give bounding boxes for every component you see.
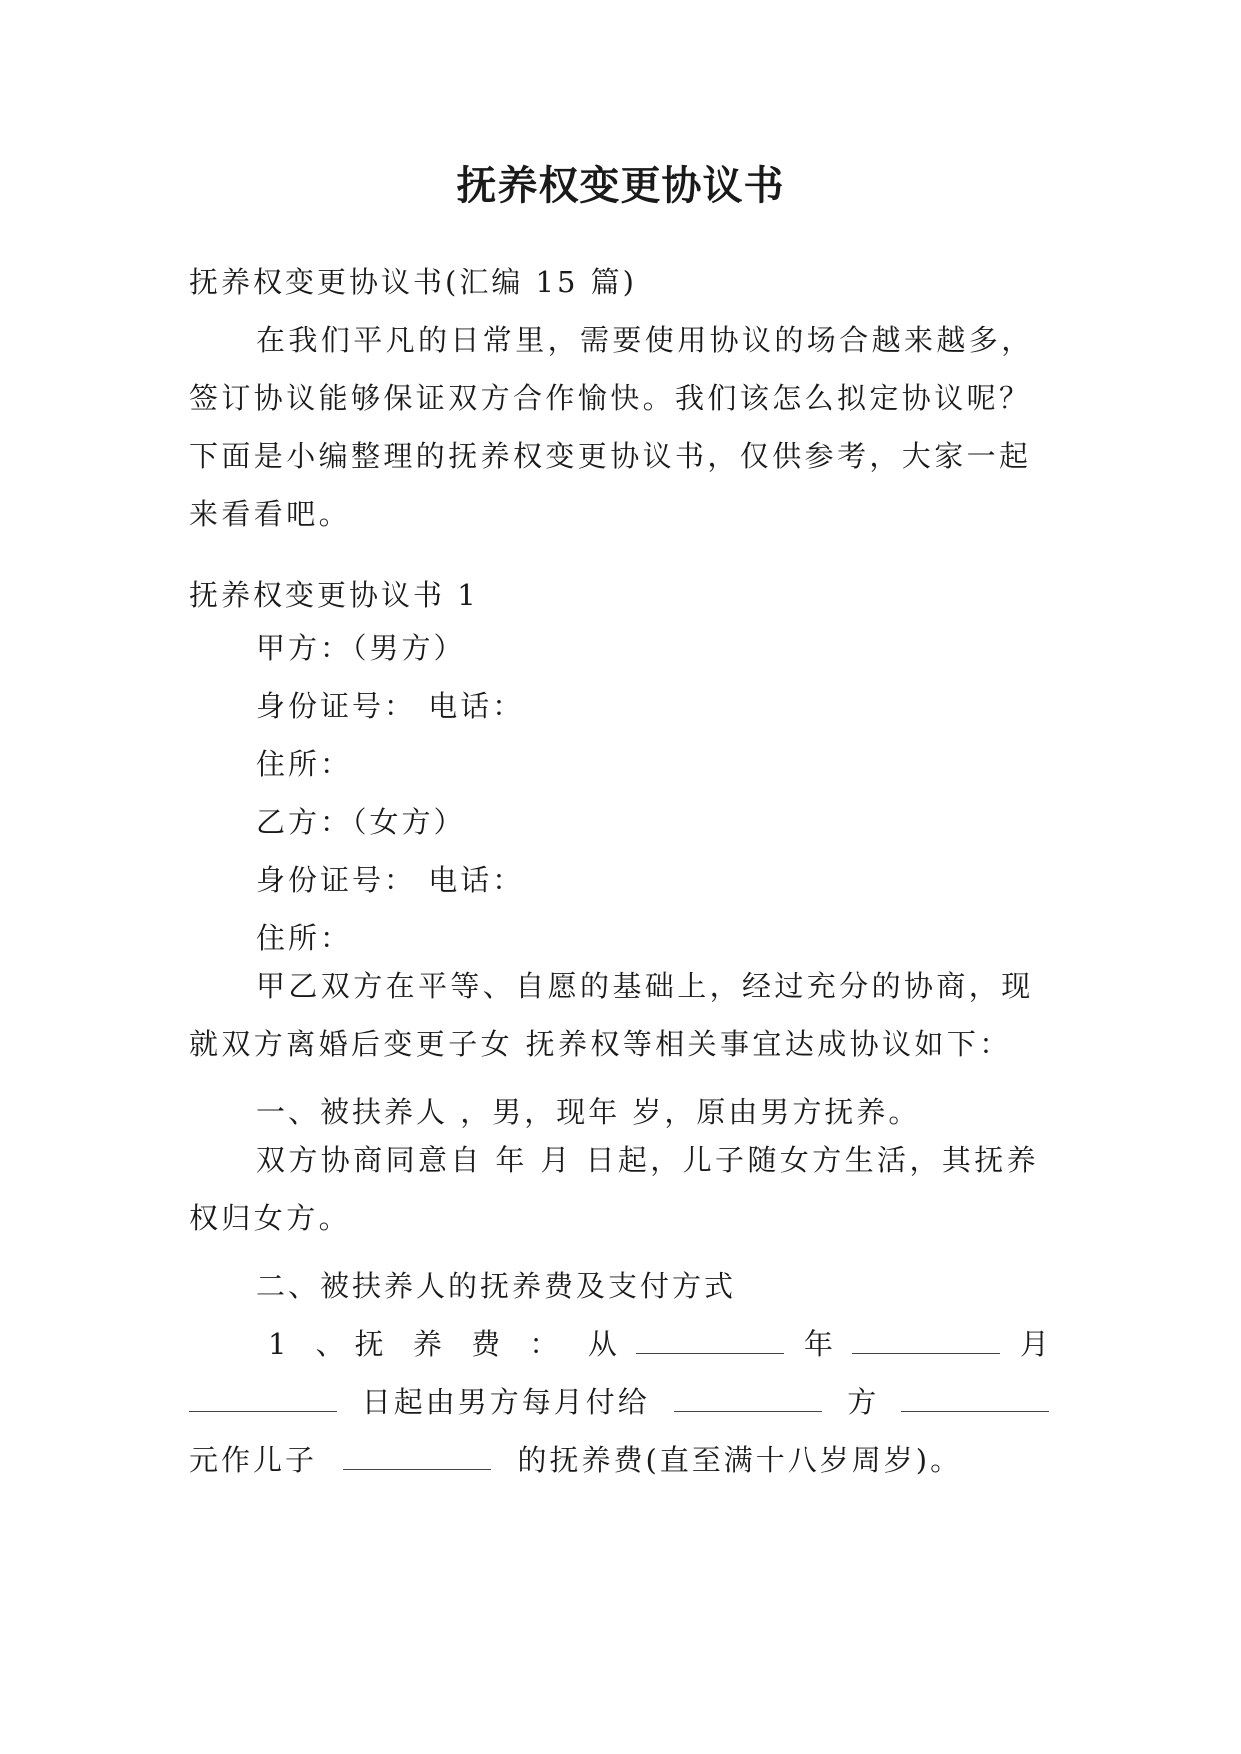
party-b-label: 乙方：（女方） <box>256 805 466 839</box>
party-a-id-phone: 身份证号： 电话： <box>256 689 525 723</box>
fee-month: 月 <box>1019 1327 1049 1361</box>
fee-year: 年 <box>803 1327 833 1361</box>
fee-tail-text: 的抚养费(直至满十八岁周岁)。 <box>517 1443 963 1477</box>
fee-line-2 <box>189 1382 1049 1422</box>
clause-1-detail: 双方协商同意自 年 月 日起，儿子随女方生活，其抚养权归女方。 <box>189 1143 1040 1235</box>
fee-from: 从 <box>587 1327 617 1361</box>
child-name-blank <box>343 1441 491 1470</box>
fee-day-text: 日起由男方每月付给 <box>361 1385 650 1419</box>
clause-1: 一、被扶养人 ，男，现年 岁，原由男方抚养。 <box>256 1095 921 1129</box>
fee-party-text: 方 <box>847 1385 877 1419</box>
section-heading: 抚养权变更协议书 1 <box>189 578 479 612</box>
fee-line-3 <box>189 1440 962 1480</box>
amount-blank <box>901 1383 1049 1412</box>
payee-blank <box>674 1383 822 1412</box>
document-subtitle: 抚养权变更协议书(汇编 15 篇) <box>189 265 637 299</box>
day-blank <box>189 1383 337 1412</box>
intro-paragraph: 在我们平凡的日常里，需要使用协议的场合越来越多，签订协议能够保证双方合作愉快。我们该怎么拟定协议呢？下面是小编整理的抚养权变更协议书，仅供参考，大家一起来看看吧。 <box>189 323 1034 531</box>
party-b-id-phone: 身份证号： 电话： <box>256 863 525 897</box>
document-title: 抚养权变更协议书 <box>456 162 785 209</box>
month-blank <box>852 1325 1000 1354</box>
fee-line-1 <box>268 1324 1049 1364</box>
fee-label: 1 、抚 养 费 ： <box>268 1327 569 1361</box>
party-a-label: 甲方：（男方） <box>256 631 466 665</box>
party-b-address: 住所： <box>256 921 353 955</box>
fee-yuan-text: 元作儿子 <box>189 1443 318 1477</box>
clause-2-heading: 二、被扶养人的抚养费及支付方式 <box>256 1269 737 1303</box>
preamble-paragraph: 甲乙双方在平等、自愿的基础上，经过充分的协商，现就双方离婚后变更子女 抚养权等相关事宜达成协议如下： <box>189 969 1034 1061</box>
year-blank <box>636 1325 784 1354</box>
party-a-address: 住所： <box>256 747 353 781</box>
